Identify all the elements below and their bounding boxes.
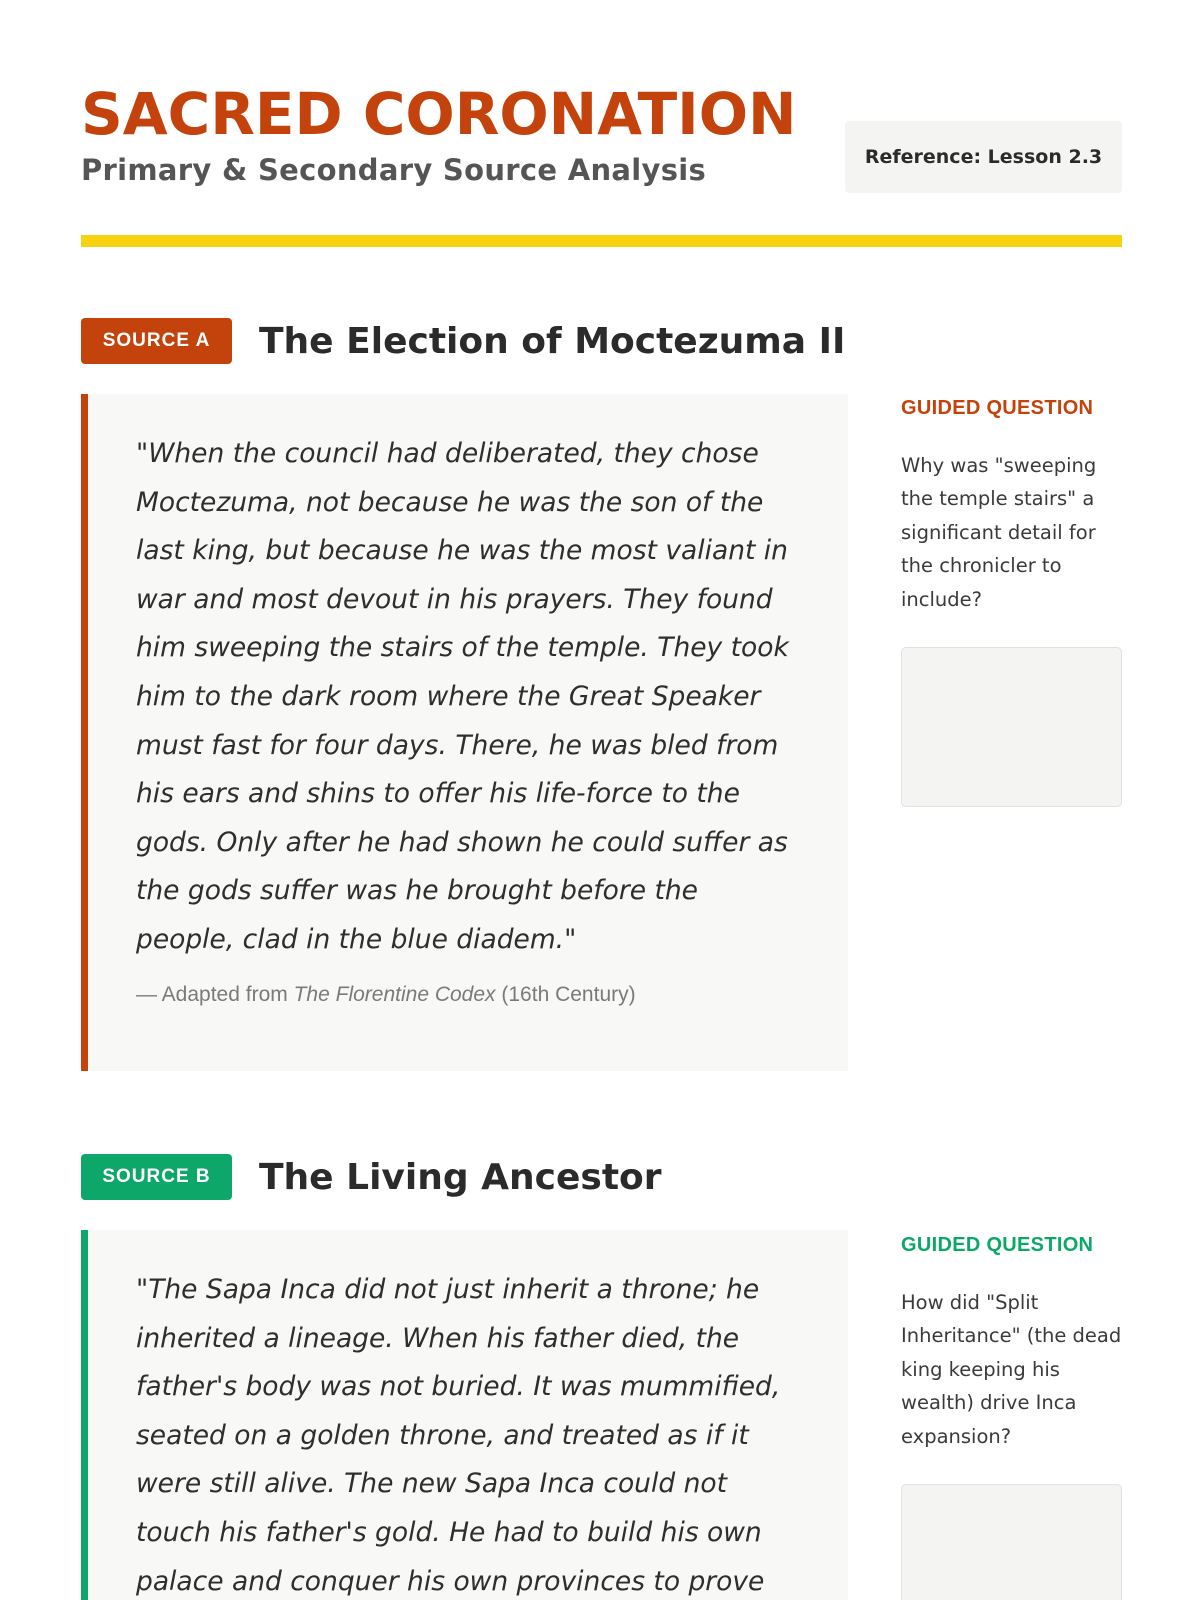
source-a-quote-box — [81, 394, 848, 1071]
header-divider — [81, 235, 1122, 247]
source-b-badge: SOURCE B — [81, 1154, 232, 1200]
source-b-quote: "The Sapa Inca did not just inherit a throne; he inherited a lineage. When his father died, the father's body was not buried. It was mummified, seated on a golden throne, and treated as if it were still alive. The new Sapa Inca could not touch his father's gold. He had to build his own palace and conquer his own provinces to prove — [136, 1274, 781, 1597]
source-a-quote: "When the council had deliberated, they chose Moctezuma, not because he was the son of the last king, but because he was the most valiant in war and most devout in his prayers. They found him sweeping the stairs of the temple. They took him to the dark room where the Great Speaker must fast for four days. There, he was bled from his ears and shins to offer his life-force to the gods. Only after he had shown he could suffer as the gods suffer was he brought before the people, clad in the blue diadem." — [136, 438, 789, 955]
guided-question-label: GUIDED QUESTION — [901, 397, 1094, 419]
citation-suffix: (16th Century) — [495, 982, 636, 1006]
source-b-title: The Living Ancestor — [259, 1156, 662, 1198]
guided-question-text: How did "Split Inheritance" (the dead king keeping his wealth) drive Inca expansion? — [901, 1291, 1122, 1448]
source-b-quote-box — [81, 1230, 848, 1600]
source-a-badge: SOURCE A — [81, 318, 232, 364]
guided-question-text: Why was "sweeping the temple stairs" a significant detail for the chronicler to include? — [901, 454, 1097, 611]
page-title: SACRED CORONATION — [81, 80, 797, 148]
citation-work: The Florentine Codex — [293, 982, 496, 1006]
source-b-answer-box[interactable] — [901, 1484, 1122, 1600]
reference-badge: Reference: Lesson 2.3 — [845, 121, 1122, 193]
page-subtitle: Primary & Secondary Source Analysis — [81, 153, 707, 187]
source-b-guided-question — [901, 1234, 1122, 1453]
source-a-title: The Election of Moctezuma II — [259, 320, 846, 362]
source-a-citation — [136, 983, 804, 1007]
source-a-heading — [81, 318, 845, 364]
source-a-guided-question — [901, 397, 1122, 616]
source-a-answer-box[interactable] — [901, 647, 1122, 807]
guided-question-label: GUIDED QUESTION — [901, 1234, 1094, 1256]
source-b-heading — [81, 1154, 662, 1200]
citation-prefix: — Adapted from — [136, 982, 294, 1006]
